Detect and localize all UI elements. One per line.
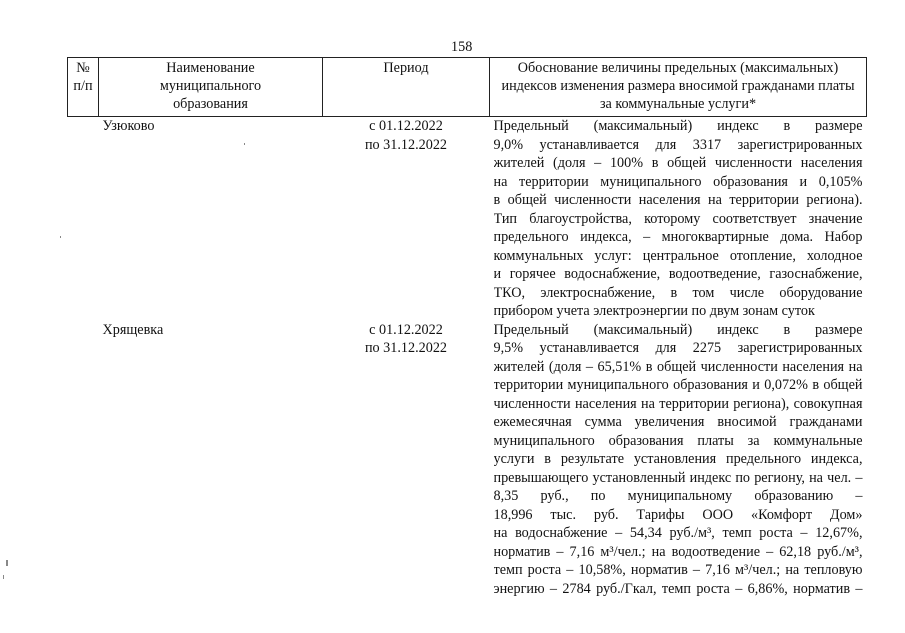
page-number: 158 (451, 39, 473, 55)
basis-line: муниципального образования платы за коммунальные (493, 432, 863, 449)
basis-line: прибором учета электроэнергии по двум зонам суток (493, 303, 815, 319)
municipality-name: Хрящевка (102, 321, 164, 338)
basis-line: численности населения на территории региона), совокупная (493, 395, 863, 412)
table-row (68, 321, 867, 599)
basis-line: предельного индекса, – многоквартирные дома. Набор (493, 229, 863, 245)
municipality-name: Узюково (102, 118, 155, 134)
basis-line: Предельный (максимальный) индекс в размере (493, 118, 863, 134)
basis-line: Тип благоустройства, которому соответствует значение (493, 210, 863, 227)
basis-line: коммунальных услуг: центральное отопление, холодное (493, 247, 863, 264)
basis-line: территории муниципального образования и 0,072% в общей (493, 377, 863, 393)
basis-line: норматив – 7,16 м³/чел.; на водоотведение – 62,18 руб./м³, (493, 543, 863, 560)
basis-text (490, 117, 867, 321)
table-header-row (68, 58, 867, 117)
basis-line: на водоснабжение – 54,34 руб./м³, темп роста – 12,67%, (493, 525, 863, 541)
period-to: по 31.12.2022 (364, 340, 448, 356)
period-cell (323, 321, 490, 599)
scan-speck (3, 575, 4, 579)
basis-line: энергию – 2784 руб./Гкал, темп роста – 6,86%, норматив – (493, 580, 863, 597)
tariff-index-table (67, 57, 867, 598)
basis-line: жителей (доля – 65,51% в общей численности населения на (493, 358, 863, 375)
scan-speck (244, 143, 245, 145)
header-number: № п/п (68, 58, 99, 117)
basis-line: темп роста – 10,58%, норматив – 7,16 м³/чел.; на тепловую (493, 562, 863, 578)
basis-line: ТКО, электроснабжение, в том числе оборудование (493, 284, 863, 301)
basis-line: Предельный (максимальный) индекс в размере (493, 321, 863, 338)
scan-speck (60, 236, 61, 238)
basis-line: жителей (доля – 100% в общей численности населения (493, 155, 863, 171)
basis-line: 9,5% устанавливается для 2275 зарегистрированных (493, 340, 863, 356)
header-municipality-name: Наименование муниципального образования (99, 58, 323, 117)
period-from: с 01.12.2022 (369, 321, 443, 338)
scan-speck (6, 560, 8, 566)
basis-line: 9,0% устанавливается для 3317 зарегистрированных (493, 136, 863, 153)
header-period: Период (323, 58, 490, 117)
row-number (68, 117, 99, 321)
basis-line: ежемесячная сумма увеличения вносимой гражданами (493, 414, 863, 430)
basis-line: услуги в результате установления предельного индекса, (493, 451, 863, 467)
period-cell (323, 117, 490, 321)
basis-line: на территории муниципального образования и 0,105% (493, 173, 863, 190)
basis-line: 8,35 руб., по муниципальному образованию – (493, 488, 863, 504)
basis-line: превышающего установленный индекс по региону, на чел. – (493, 469, 863, 486)
table-row (68, 117, 867, 321)
basis-line: в общей численности населения на территории региона). (493, 192, 863, 208)
period-from: с 01.12.2022 (369, 118, 443, 134)
header-basis: Обоснование величины предельных (максимальных) индексов изменения размера вносимой гражданами платы за коммунальные услуги* (490, 58, 867, 117)
basis-line: 18,996 тыс. руб. Тарифы ООО «Комфорт Дом» (493, 506, 863, 523)
period-to: по 31.12.2022 (364, 136, 448, 153)
basis-text (490, 321, 867, 599)
table-body (68, 117, 867, 599)
basis-line: и горячее водоснабжение, водоотведение, газоснабжение, (493, 266, 863, 282)
row-number (68, 321, 99, 599)
